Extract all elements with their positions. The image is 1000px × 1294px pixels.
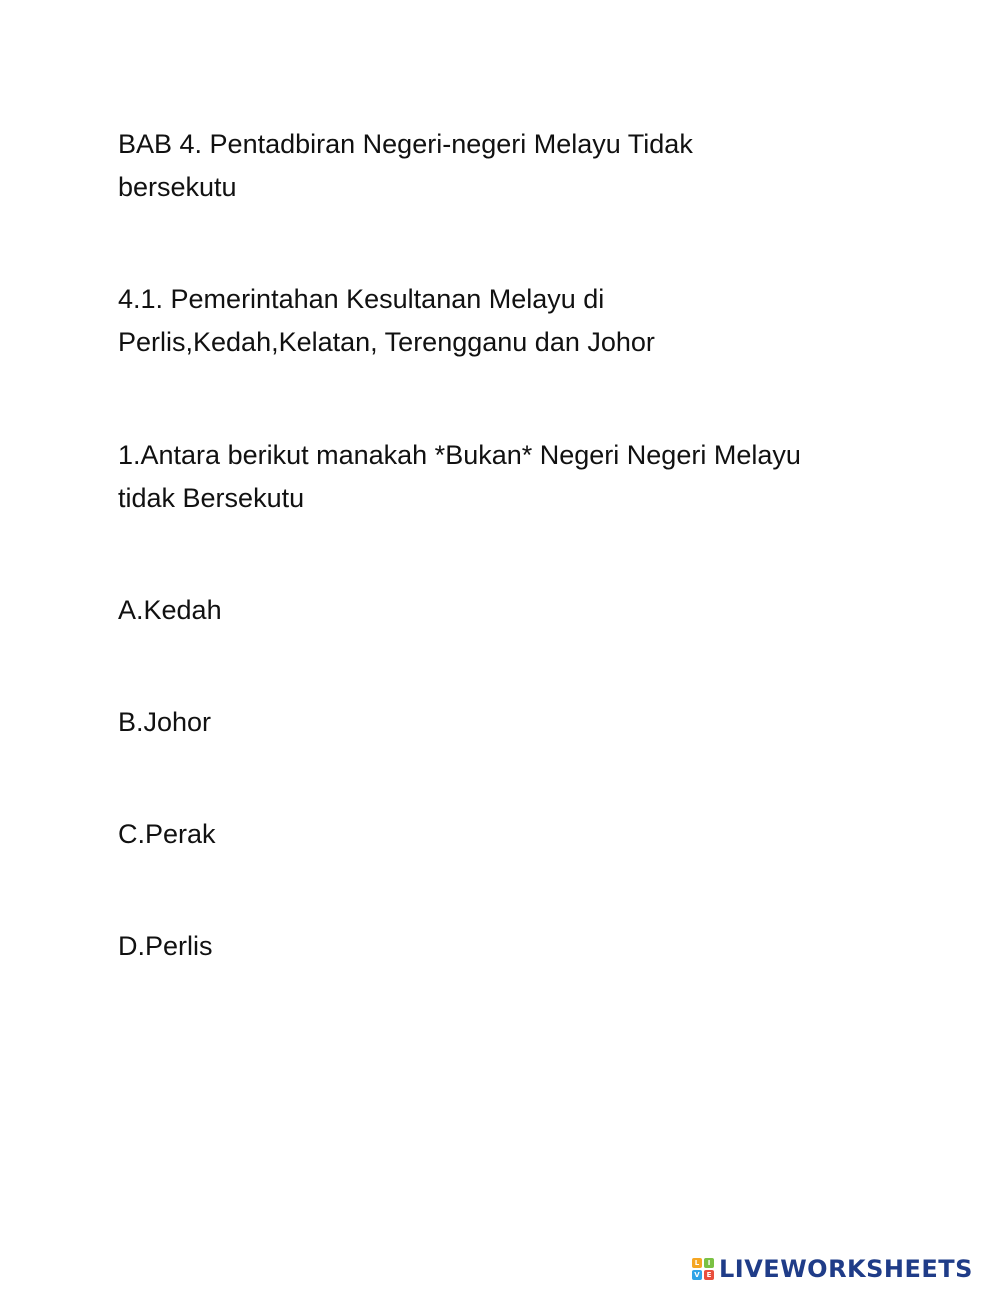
section-heading-line-1: 4.1. Pemerintahan Kesultanan Melayu di (118, 284, 605, 314)
option-a-label: A.Kedah (118, 595, 222, 625)
option-d-label: D.Perlis (118, 931, 213, 961)
chapter-title-line-1: BAB 4. Pentadbiran Negeri-negeri Melayu Tidak (118, 129, 693, 159)
section-heading-line-2: Perlis,Kedah,Kelatan, Terengganu dan Johor (118, 327, 655, 357)
question-text (118, 434, 908, 520)
chapter-title-line-2: bersekutu (118, 172, 237, 202)
option-d (118, 925, 908, 968)
question-text-line-1: 1.Antara berikut manakah *Bukan* Negeri Negeri Melayu (118, 440, 801, 470)
option-b (118, 701, 908, 744)
question-text-line-2: tidak Bersekutu (118, 483, 305, 513)
logo-block-l: L (692, 1258, 702, 1268)
logo-block-e: E (704, 1270, 714, 1280)
option-c (118, 813, 908, 856)
option-a (118, 589, 908, 632)
logo-block-i: I (704, 1258, 714, 1268)
chapter-title (118, 123, 908, 209)
logo-blocks-icon (692, 1258, 714, 1280)
option-b-label: B.Johor (118, 707, 212, 737)
option-c-label: C.Perak (118, 819, 216, 849)
liveworksheets-logo (692, 1256, 973, 1282)
section-heading (118, 278, 908, 364)
logo-text: LIVEWORKSHEETS (719, 1255, 973, 1283)
logo-block-v: V (692, 1270, 702, 1280)
